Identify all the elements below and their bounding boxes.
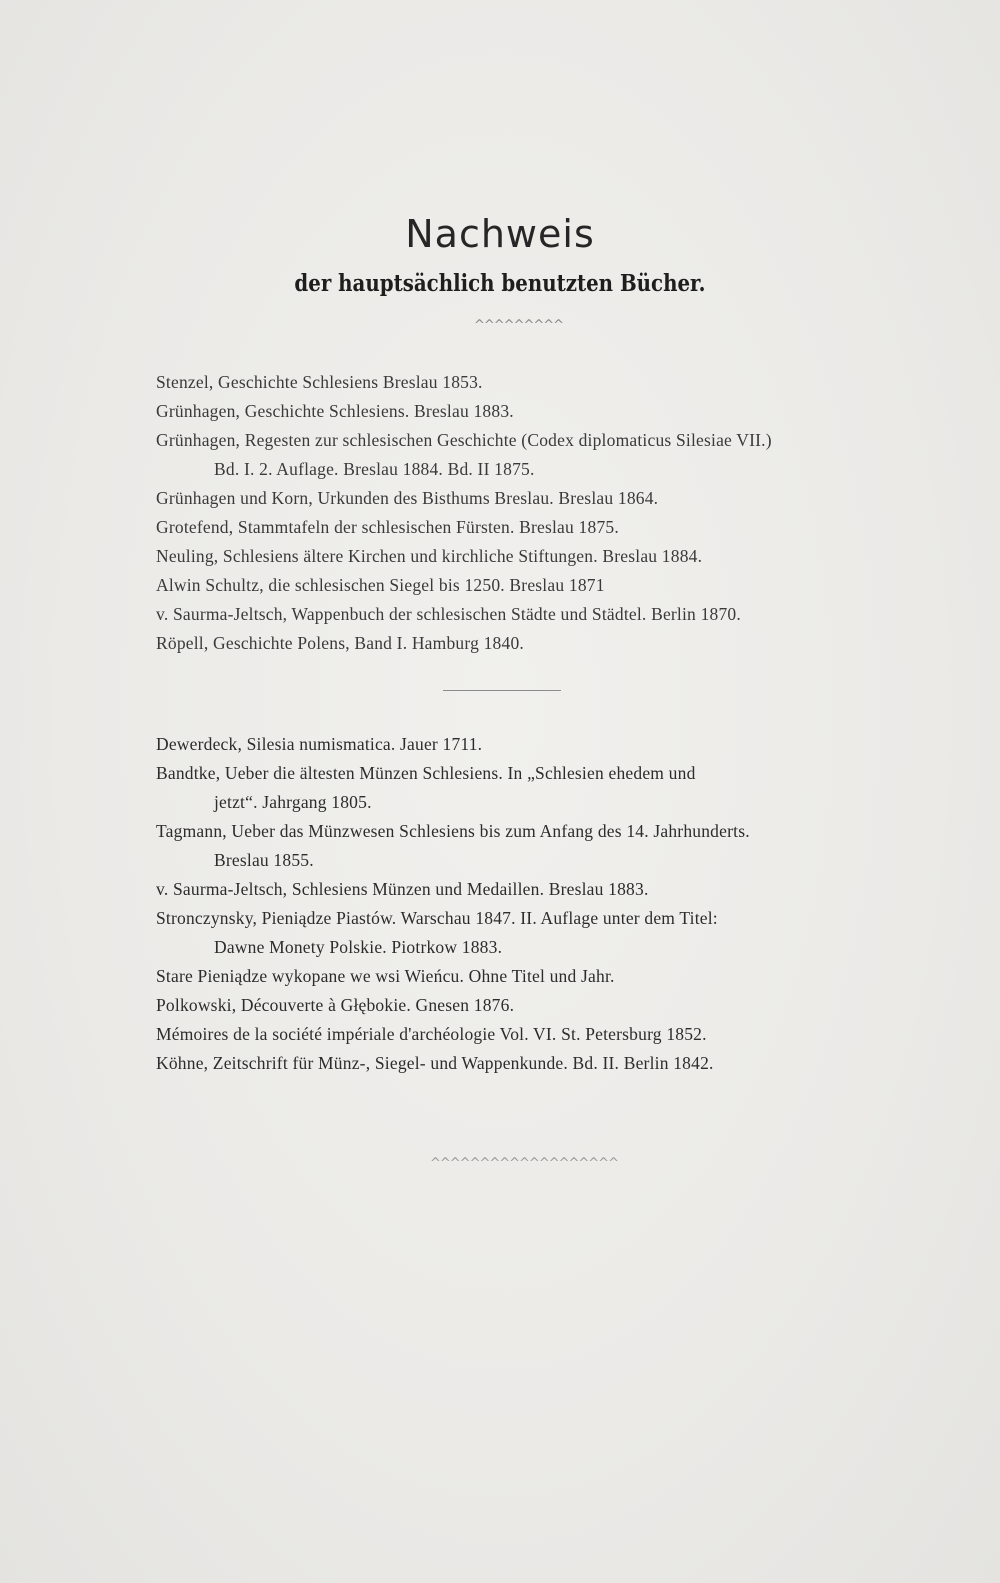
list-item: Stronczynsky, Pieniądze Piastów. Warschau 1847. II. Auflage unter dem Titel: Dawne Monety Polskie. Piotrkow 1883. (156, 908, 718, 957)
list-item: Neuling, Schlesiens ältere Kirchen und kirchliche Stiftungen. Breslau 1884. (156, 546, 703, 566)
list-item: Bandtke, Ueber die ältesten Münzen Schlesiens. In „Schlesien ehedem und jetzt“. Jahrgang 1805. (156, 763, 696, 812)
wave-ornament-bottom: ^^^^^^^^^^^^^^^^^^^ (430, 1156, 618, 1171)
list-item: Polkowski, Découverte à Głębokie. Gnesen 1876. (156, 995, 515, 1015)
list-item: Grotefend, Stammtafeln der schlesischen Fürsten. Breslau 1875. (156, 517, 619, 537)
list-item: Tagmann, Ueber das Münzwesen Schlesiens bis zum Anfang des 14. Jahrhunderts. Breslau 1855. (156, 821, 750, 870)
list-item: Mémoires de la société impériale d'archéologie Vol. VI. St. Petersburg 1852. (156, 1024, 707, 1044)
list-item: Grünhagen, Regesten zur schlesischen Geschichte (Codex diplomaticus Silesiae VII.) Bd. I. 2. Auflage. Breslau 1884. Bd. II 1875. (156, 430, 772, 479)
list-item: Dewerdeck, Silesia numismatica. Jauer 1711. (156, 734, 483, 754)
page-subtitle: der hauptsächlich benutzten Bücher. (294, 270, 706, 297)
list-item: Alwin Schultz, die schlesischen Siegel bis 1250. Breslau 1871 (156, 575, 605, 595)
list-item: Stare Pieniądze wykopane we wsi Wieńcu. Ohne Titel und Jahr. (156, 966, 615, 986)
list-item: Grünhagen, Geschichte Schlesiens. Breslau 1883. (156, 401, 514, 421)
list-item: v. Saurma-Jeltsch, Wappenbuch der schlesischen Städte und Städtel. Berlin 1870. (156, 604, 741, 624)
list-item: Köhne, Zeitschrift für Münz-, Siegel- und Wappenkunde. Bd. II. Berlin 1842. (156, 1053, 714, 1073)
list-item: Grünhagen und Korn, Urkunden des Bisthums Breslau. Breslau 1864. (156, 488, 659, 508)
page-title: Nachweis (405, 212, 595, 256)
list-item: Röpell, Geschichte Polens, Band I. Hamburg 1840. (156, 633, 524, 653)
list-item: Stenzel, Geschichte Schlesiens Breslau 1853. (156, 372, 483, 392)
wave-ornament-top: ^^^^^^^^^ (474, 318, 564, 333)
list-item: v. Saurma-Jeltsch, Schlesiens Münzen und Medaillen. Breslau 1883. (156, 879, 649, 899)
section-divider (443, 690, 561, 691)
